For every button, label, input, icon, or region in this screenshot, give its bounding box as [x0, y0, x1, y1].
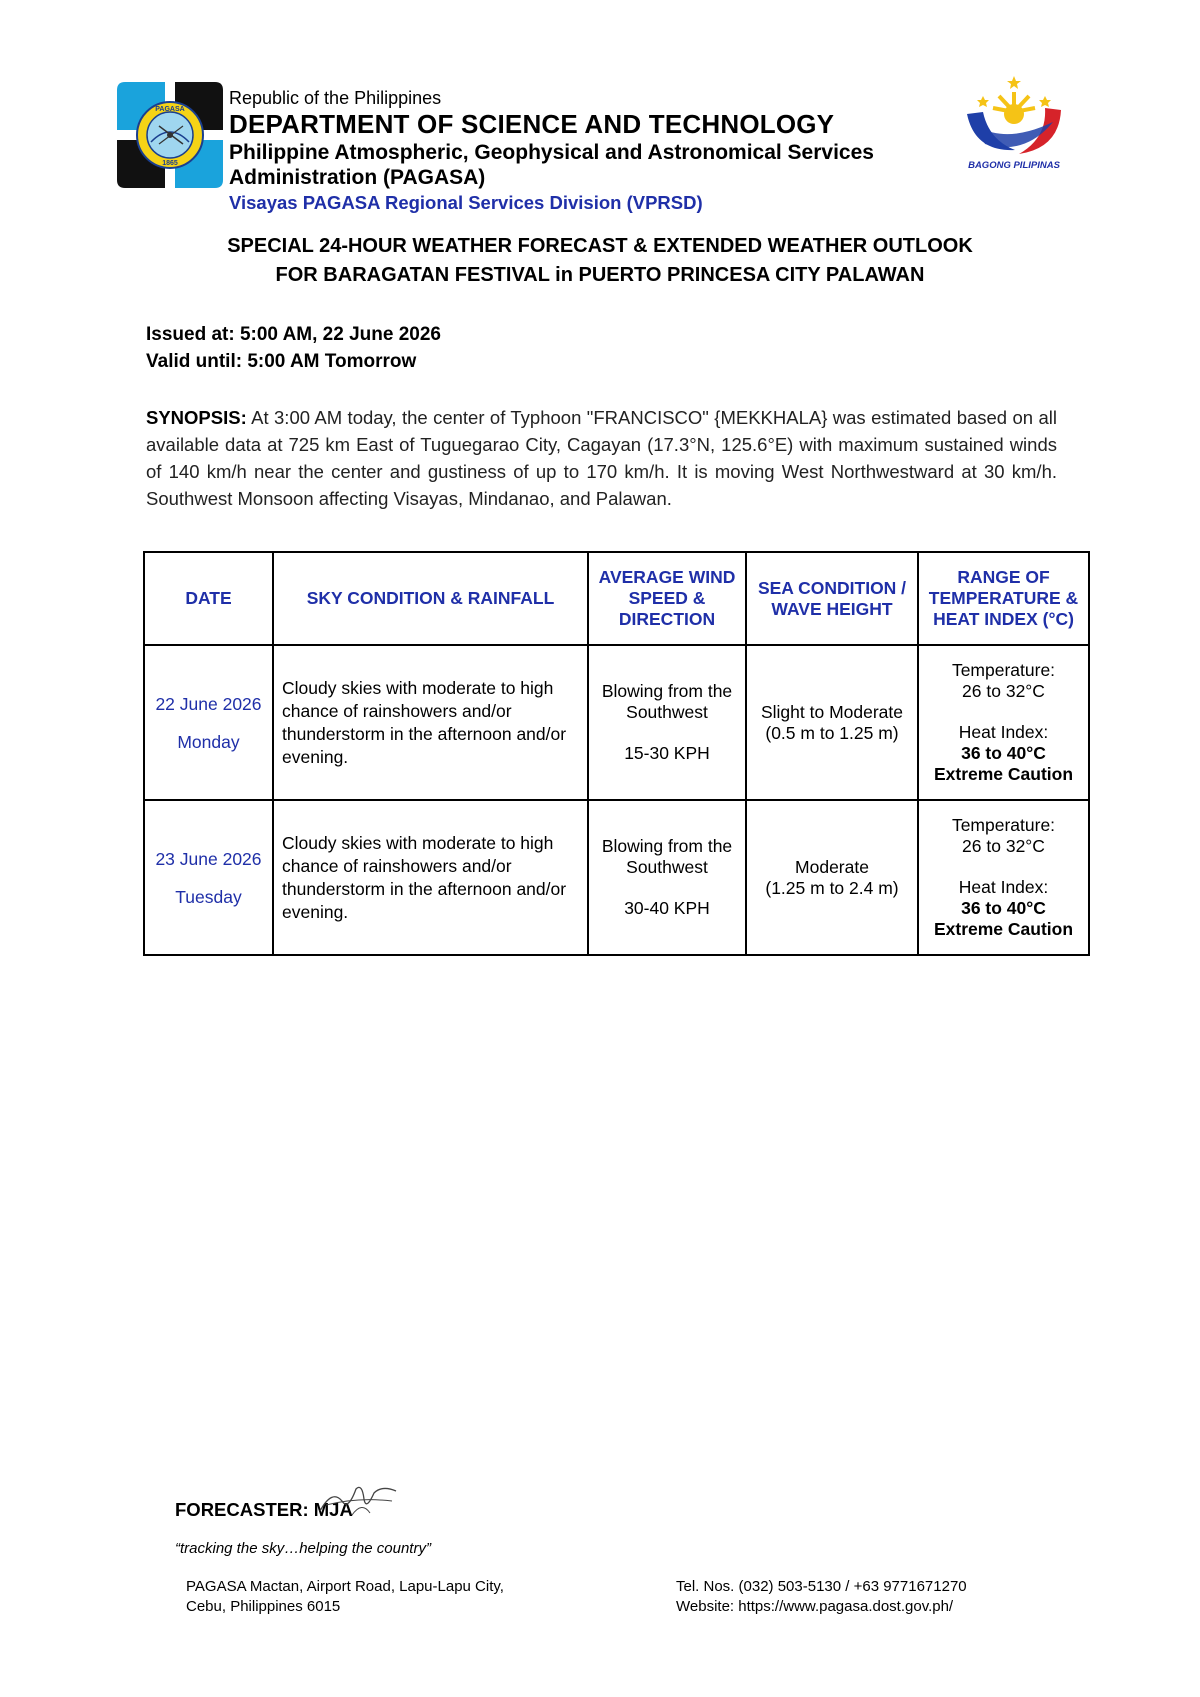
sky-condition-cell: Cloudy skies with moderate to high chance of rainshowers and/or thunderstorm in the afternoon and/or evening.	[273, 800, 588, 955]
header-wind: AVERAGE WIND SPEED & DIRECTION	[588, 552, 746, 645]
header-sea-condition: SEA CONDITION / WAVE HEIGHT	[746, 552, 918, 645]
temperature-cell	[918, 800, 1089, 955]
date-cell	[144, 645, 273, 800]
day-value: Tuesday	[175, 886, 242, 907]
telephone-numbers: Tel. Nos. (032) 503-5130 / +63 9771671270	[676, 1578, 967, 1595]
svg-text:PAGASA: PAGASA	[155, 106, 185, 113]
forecaster-signature	[312, 1481, 402, 1521]
wind-direction: Blowing from the Southwest	[601, 836, 733, 877]
temperature-label: Temperature:	[951, 815, 1056, 835]
pagasa-dost-logo	[117, 82, 223, 188]
forecast-table	[143, 551, 1090, 956]
heat-index-range: 36 to 40°C	[961, 898, 1046, 918]
temperature-range: 26 to 32°C	[962, 681, 1045, 701]
wind-direction: Blowing from the Southwest	[601, 681, 733, 722]
temperature-label: Temperature:	[951, 660, 1056, 680]
wave-height: (0.5 m to 1.25 m)	[765, 722, 899, 743]
website: Website: https://www.pagasa.dost.gov.ph/	[676, 1597, 954, 1615]
valid-until: Valid until: 5:00 AM Tomorrow	[146, 351, 417, 372]
temperature-range: 26 to 32°C	[962, 836, 1045, 856]
forecaster: FORECASTER: MJA	[175, 1499, 353, 1520]
department-name: DEPARTMENT OF SCIENCE AND TECHNOLOGY	[229, 109, 835, 139]
republic-line: Republic of the Philippines	[229, 88, 442, 108]
synopsis-text: At 3:00 AM today, the center of Typhoon "FRANCISCO" {MEKKHALA} was estimated based on all available data at 725 km East of Tuguegarao City, Cagayan (17.3°N, 125.6°E) with maximum sustained winds of 140 km/h near the center and gustiness of up to 170 km/h. It is moving West Northwestward at 30 km/h. Southwest Monsoon affecting Visayas, Mindanao, and Palawan.	[146, 407, 1057, 509]
sky-condition-cell: Cloudy skies with moderate to high chance of rainshowers and/or thunderstorm in the afternoon and/or evening.	[273, 645, 588, 800]
synopsis-label: SYNOPSIS:	[146, 407, 247, 428]
synopsis	[146, 404, 1057, 512]
header-date: DATE	[144, 552, 273, 645]
table-header-row	[144, 552, 1089, 645]
heat-index-level: Extreme Caution	[933, 919, 1074, 939]
wind-cell	[588, 645, 746, 800]
day-value: Monday	[177, 731, 240, 752]
table-row	[144, 645, 1089, 800]
document-title-line1: SPECIAL 24-HOUR WEATHER FORECAST & EXTENDED WEATHER OUTLOOK	[227, 235, 973, 257]
contact-info	[676, 1577, 967, 1616]
table-row	[144, 800, 1089, 955]
agency-name-line2: Administration (PAGASA)	[229, 166, 486, 189]
address-line1: PAGASA Mactan, Airport Road, Lapu-Lapu City,	[186, 1578, 504, 1595]
sea-condition-cell	[746, 800, 918, 955]
division-name: Visayas PAGASA Regional Services Division (VPRSD)	[229, 192, 703, 213]
bagong-pilipinas-text: BAGONG PILIPINAS	[968, 160, 1060, 171]
office-address	[186, 1577, 504, 1616]
tagline: “tracking the sky…helping the country”	[175, 1540, 431, 1557]
sea-condition: Slight to Moderate	[760, 701, 904, 722]
wave-height: (1.25 m to 2.4 m)	[765, 877, 899, 898]
wind-speed: 30-40 KPH	[624, 898, 710, 918]
heat-index-level: Extreme Caution	[933, 764, 1074, 784]
heat-index-range: 36 to 40°C	[961, 743, 1046, 763]
sea-condition-cell	[746, 645, 918, 800]
heat-index-label: Heat Index:	[958, 722, 1049, 742]
temperature-cell	[918, 645, 1089, 800]
header-temperature: RANGE OF TEMPERATURE & HEAT INDEX (°C)	[918, 552, 1089, 645]
document-title-line2: FOR BARAGATAN FESTIVAL in PUERTO PRINCESA CITY PALAWAN	[275, 264, 925, 286]
header-sky-condition: SKY CONDITION & RAINFALL	[273, 552, 588, 645]
wind-cell	[588, 800, 746, 955]
heat-index-label: Heat Index:	[958, 877, 1049, 897]
issued-at: Issued at: 5:00 AM, 22 June 2026	[146, 324, 441, 345]
logo-year: 1865	[162, 160, 178, 167]
date-cell	[144, 800, 273, 955]
date-value: 23 June 2026	[155, 848, 262, 869]
sea-condition: Moderate	[795, 856, 869, 877]
bagong-pilipinas-logo	[955, 74, 1073, 172]
address-line2: Cebu, Philippines 6015	[186, 1597, 341, 1615]
agency-name-line1: Philippine Atmospheric, Geophysical and Astronomical Services	[229, 141, 874, 164]
wind-speed: 15-30 KPH	[624, 743, 710, 763]
date-value: 22 June 2026	[155, 693, 262, 714]
